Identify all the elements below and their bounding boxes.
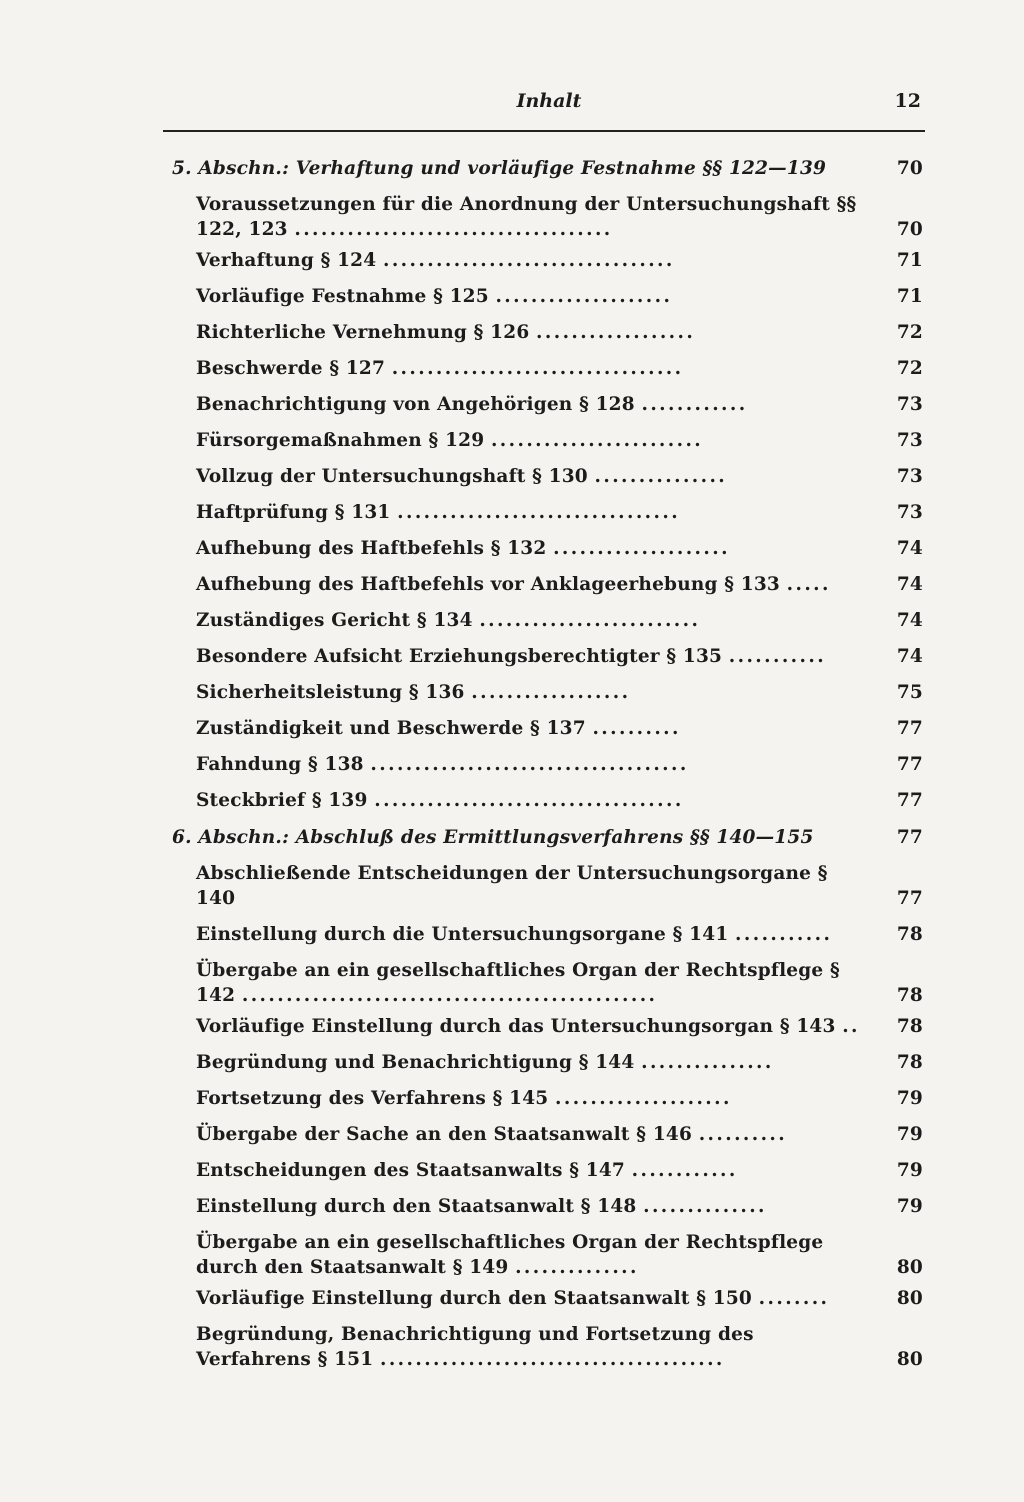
table-of-contents — [172, 156, 924, 1378]
entry-text: Sicherheitsleistung § 136 — [196, 682, 465, 703]
entry-page: 78 — [896, 1016, 923, 1037]
header-rule — [163, 130, 925, 132]
dot-leader: ............... — [594, 466, 728, 487]
entry-page: 72 — [896, 358, 923, 379]
toc-entry — [172, 392, 924, 417]
toc-entry — [172, 464, 924, 489]
entry-text: Entscheidungen des Staatsanwalts § 147 — [196, 1160, 625, 1181]
entry-text: Aufhebung des Haftbefehls vor Anklageerhebung § 133 — [196, 574, 780, 595]
entry-text: Vorläufige Festnahme § 125 — [196, 286, 489, 307]
running-title: Inhalt — [516, 90, 582, 112]
dot-leader: .............. — [643, 1196, 767, 1217]
entry-page: 77 — [896, 754, 923, 775]
entry-text: Benachrichtigung von Angehörigen § 128 — [196, 394, 635, 415]
toc-entry — [172, 1194, 924, 1219]
entry-text: Besondere Aufsicht Erziehungsberechtigter § 135 — [196, 646, 723, 667]
dot-leader: ............................................... — [241, 985, 658, 1006]
entry-page: 79 — [896, 1124, 923, 1145]
toc-entry — [172, 1050, 924, 1075]
entry-page: 80 — [896, 1257, 923, 1278]
toc-entry — [172, 1322, 924, 1372]
section-title: 6. Abschn.: Abschluß des Ermittlungsverfahrens §§ 140—155 — [172, 827, 814, 848]
entry-text: Zuständiges Gericht § 134 — [196, 610, 473, 631]
dot-leader: .................................... — [294, 219, 613, 240]
entry-text: Übergabe an ein gesellschaftliches Organ der Rechtspflege § 142 — [196, 960, 840, 1006]
entry-page: 78 — [896, 924, 923, 945]
toc-entry — [172, 1014, 924, 1039]
dot-leader: ................................. — [382, 250, 675, 271]
toc-entry — [172, 608, 924, 633]
entry-text: Abschließende Entscheidungen der Untersuchungsorgane § 140 — [196, 863, 828, 909]
toc-entry — [172, 788, 924, 813]
toc-entry — [172, 572, 924, 597]
entry-page: 79 — [896, 1160, 923, 1181]
entry-text: Fürsorgemaßnahmen § 129 — [196, 430, 485, 451]
entry-page: 74 — [896, 538, 923, 559]
toc-entry — [172, 320, 924, 345]
toc-entry — [172, 1086, 924, 1111]
page-number: 12 — [894, 90, 921, 112]
entry-page: 75 — [896, 682, 923, 703]
entry-page: 72 — [896, 322, 923, 343]
dot-leader: ......................... — [479, 610, 701, 631]
entry-page: 78 — [896, 1052, 923, 1073]
dot-leader: .......... — [592, 718, 681, 739]
toc-section-heading — [172, 156, 924, 181]
entry-text: Einstellung durch den Staatsanwalt § 148 — [196, 1196, 637, 1217]
toc-entry — [172, 752, 924, 777]
toc-entry — [172, 356, 924, 381]
entry-page: 70 — [896, 219, 923, 240]
entry-text: Steckbrief § 139 — [196, 790, 368, 811]
entry-text: Begründung und Benachrichtigung § 144 — [196, 1052, 635, 1073]
entry-page: 74 — [896, 610, 923, 631]
toc-entry — [172, 248, 924, 273]
dot-leader: .......... — [698, 1124, 788, 1145]
entry-text: Übergabe an ein gesellschaftliches Organ der Rechtspflege durch den Staatsanwalt § 149 — [196, 1232, 824, 1278]
entry-page: 71 — [896, 250, 923, 271]
entry-page: 77 — [896, 790, 923, 811]
dot-leader: ........... — [728, 646, 827, 667]
page-header — [175, 90, 923, 114]
entry-page: 74 — [896, 574, 923, 595]
dot-leader: .................................... — [370, 754, 689, 775]
entry-page: 74 — [896, 646, 923, 667]
toc-entry — [172, 861, 924, 911]
toc-entry — [172, 428, 924, 453]
entry-text: Verhaftung § 124 — [196, 250, 377, 271]
toc-entry — [172, 500, 924, 525]
toc-entry — [172, 644, 924, 669]
entry-page: 77 — [896, 888, 923, 909]
entry-page: 79 — [896, 1196, 923, 1217]
entry-text: Übergabe der Sache an den Staatsanwalt § 146 — [196, 1124, 693, 1145]
entry-page: 80 — [896, 1349, 923, 1370]
dot-leader: .............. — [515, 1257, 639, 1278]
toc-entry — [172, 922, 924, 947]
section-title: 5. Abschn.: Verhaftung und vorläufige Festnahme §§ 122—139 — [172, 158, 827, 179]
entry-text: Vollzug der Untersuchungshaft § 130 — [196, 466, 588, 487]
dot-leader: ........ — [758, 1288, 830, 1309]
entry-page: 78 — [896, 985, 923, 1006]
entry-page: 77 — [896, 718, 923, 739]
dot-leader: .................. — [536, 322, 696, 343]
entry-page: 73 — [896, 466, 923, 487]
entry-text: Haftprüfung § 131 — [196, 502, 391, 523]
dot-leader: ............... — [641, 1052, 774, 1073]
entry-text: Voraussetzungen für die Anordnung der Untersuchungshaft §§ 122, 123 — [196, 194, 857, 240]
entry-text: Einstellung durch die Untersuchungsorgane § 141 — [196, 924, 729, 945]
entry-text: Begründung, Benachrichtigung und Fortsetzung des Verfahrens § 151 — [196, 1324, 754, 1370]
toc-entry — [172, 1158, 924, 1183]
dot-leader: .. — [842, 1016, 860, 1037]
dot-leader: ................................ — [397, 502, 681, 523]
entry-text: Aufhebung des Haftbefehls § 132 — [196, 538, 547, 559]
toc-entry — [172, 536, 924, 561]
dot-leader: ..... — [786, 574, 831, 595]
dot-leader: ........... — [735, 924, 833, 945]
dot-leader: .................... — [553, 538, 730, 559]
entry-text: Vorläufige Einstellung durch das Untersuchungsorgan § 143 — [196, 1016, 836, 1037]
entry-text: Vorläufige Einstellung durch den Staatsanwalt § 150 — [196, 1288, 753, 1309]
dot-leader: ............ — [631, 1160, 738, 1181]
entry-text: Fortsetzung des Verfahrens § 145 — [196, 1088, 549, 1109]
entry-text: Fahndung § 138 — [196, 754, 364, 775]
dot-leader: ................................... — [374, 790, 684, 811]
toc-section-heading — [172, 825, 924, 850]
dot-leader: .................... — [495, 286, 673, 307]
dot-leader: ............ — [641, 394, 748, 415]
entry-page: 79 — [896, 1088, 923, 1109]
toc-entry — [172, 1122, 924, 1147]
entry-page: 73 — [896, 430, 923, 451]
section-page: 70 — [896, 158, 923, 179]
dot-leader: ................................. — [391, 358, 684, 379]
toc-entry — [172, 1286, 924, 1311]
toc-entry — [172, 1230, 924, 1280]
toc-entry — [172, 284, 924, 309]
toc-entry — [172, 958, 924, 1008]
entry-page: 73 — [896, 502, 923, 523]
dot-leader: ....................................... — [379, 1349, 725, 1370]
section-page: 77 — [896, 827, 923, 848]
entry-text: Beschwerde § 127 — [196, 358, 386, 379]
toc-entry — [172, 716, 924, 741]
entry-page: 80 — [896, 1288, 923, 1309]
toc-entry — [172, 680, 924, 705]
entry-page: 73 — [896, 394, 923, 415]
dot-leader: .................... — [555, 1088, 732, 1109]
entry-page: 71 — [896, 286, 923, 307]
toc-entry — [172, 192, 924, 242]
entry-text: Richterliche Vernehmung § 126 — [196, 322, 530, 343]
dot-leader: .................. — [471, 682, 631, 703]
entry-text: Zuständigkeit und Beschwerde § 137 — [196, 718, 586, 739]
dot-leader: ........................ — [490, 430, 704, 451]
